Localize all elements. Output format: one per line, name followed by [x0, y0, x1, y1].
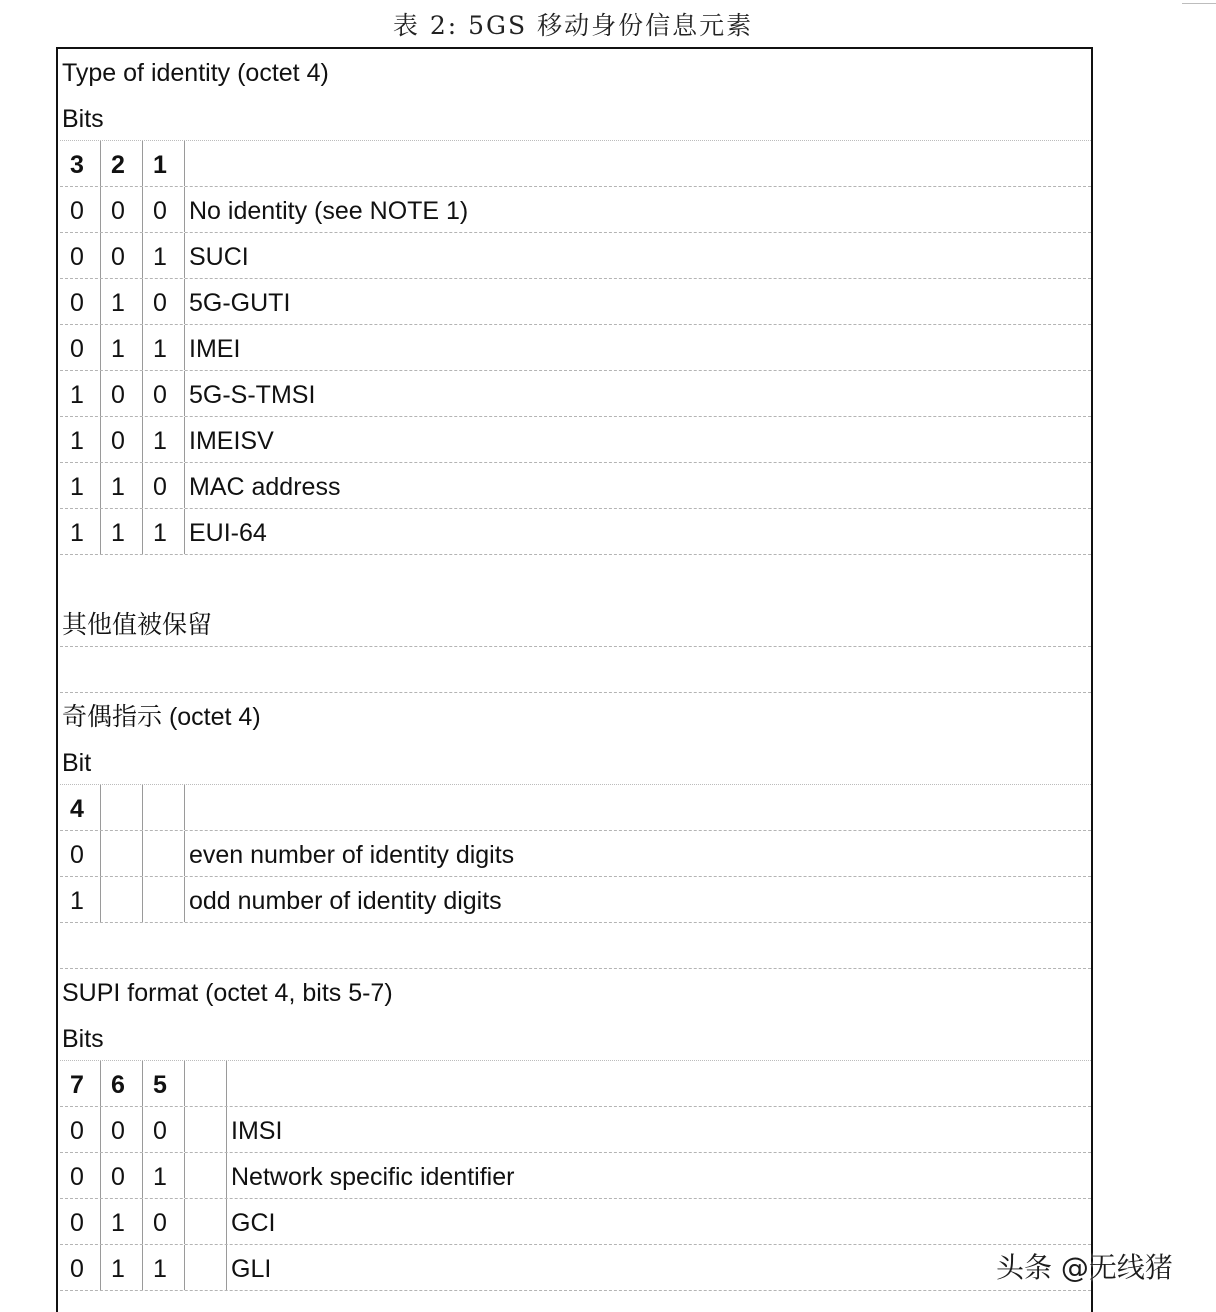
- header-bit-5: 5: [142, 1061, 184, 1106]
- table-row: 1 1 1 EUI-64: [60, 509, 1091, 555]
- section2-title: 奇偶指示 (octet 4): [62, 703, 261, 731]
- table-row: 1 0 0 5G-S-TMSI: [60, 371, 1091, 417]
- section3-bits-label: Bits: [62, 1025, 104, 1053]
- spacer-row: [60, 647, 1091, 693]
- corner-mark: [1182, 0, 1216, 4]
- table-row: 0 1 1 IMEI: [60, 325, 1091, 371]
- header-bit-2: 2: [100, 141, 142, 186]
- watermark: 头条 @无线猪: [996, 1251, 1173, 1284]
- table-row: 0 0 1 Network specific identifier: [60, 1153, 1091, 1199]
- reserved-note: 其他值被保留: [62, 611, 213, 639]
- section1-header-row: [60, 141, 1091, 187]
- table-row: 0 0 0 IMSI: [60, 1107, 1091, 1153]
- table-row: 1 1 0 MAC address: [60, 463, 1091, 509]
- spacer-row: [60, 555, 1091, 600]
- header-bit-7: 7: [70, 1071, 84, 1099]
- section2-header-row: [60, 785, 1091, 831]
- header-bit-6: 6: [100, 1061, 142, 1106]
- table-caption: 表 2: 5GS 移动身份信息元素: [392, 11, 754, 40]
- header-bit-3: 3: [70, 151, 84, 179]
- section3-title-row: [60, 969, 1091, 1014]
- section2-title-row: [60, 693, 1091, 738]
- table-row: 0 even number of identity digits: [60, 831, 1091, 877]
- table-row: 1 odd number of identity digits: [60, 877, 1091, 923]
- section2-bits-label: Bit: [62, 749, 92, 777]
- section1-title-row: [60, 49, 1091, 94]
- table-row: 1 0 1 IMEISV: [60, 417, 1091, 463]
- section3-bits-row: [60, 1015, 1091, 1061]
- section1-title: Type of identity (octet 4): [62, 59, 329, 87]
- header-bit-4: 4: [70, 795, 84, 823]
- table-row: 0 0 0 No identity (see NOTE 1): [60, 187, 1091, 233]
- section1-bits-row: [60, 95, 1091, 141]
- section2-bits-row: [60, 739, 1091, 785]
- table-row: 0 1 0 5G-GUTI: [60, 279, 1091, 325]
- header-bit-1: 1: [142, 141, 184, 186]
- section1-bits-label: Bits: [62, 105, 104, 133]
- spacer-row: [60, 923, 1091, 969]
- table-row: 0 0 1 SUCI: [60, 233, 1091, 279]
- identity-table: [56, 47, 1093, 1312]
- table-row: 0 1 1 GLI: [60, 1245, 1091, 1291]
- table-row: 0 1 0 GCI: [60, 1199, 1091, 1245]
- header-desc: [184, 141, 1091, 186]
- section3-title: SUPI format (octet 4, bits 5-7): [62, 979, 393, 1007]
- section3-header-row: [60, 1061, 1091, 1107]
- reserved-row: [60, 601, 1091, 647]
